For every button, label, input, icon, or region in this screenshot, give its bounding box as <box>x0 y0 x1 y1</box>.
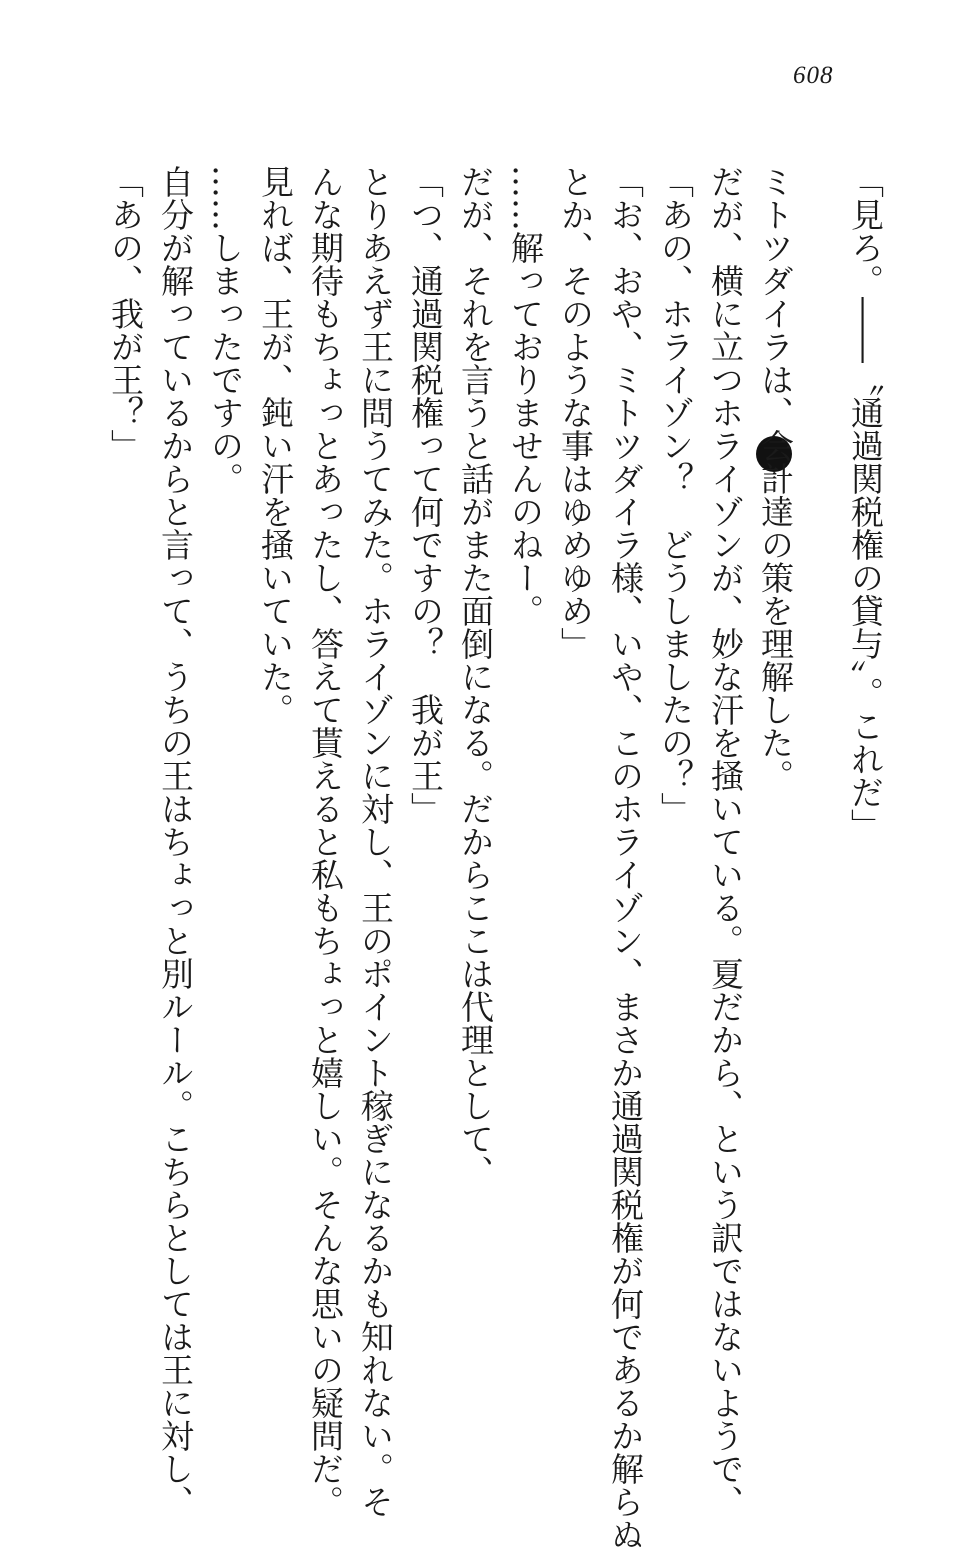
text-line: とか、そのような事はゆめゆめ」 <box>556 165 595 660</box>
text-line: 「あの、我が王？」 <box>106 165 145 462</box>
text-line: 見れば、王が、鈍い汗を掻いていた。 <box>256 165 295 726</box>
page-number: 608 <box>793 62 834 89</box>
text-line: 「あの、ホライゾン？ どうしましたの？」 <box>656 165 695 825</box>
text-line: んな期待もちょっとあったし、答えて貰えると私もちょっと嬉しい。そんな思いの疑問だ。 <box>306 165 345 1518</box>
text-line: ミトツダイラは、会計達の策を理解した。 <box>756 165 795 792</box>
text-line: ……解っておりませんのねー。 <box>506 165 545 627</box>
text-line: ……しまったですの。 <box>206 165 245 495</box>
text-line: 自分が解っているからと言って、うちの王はちょっと別ルール。こちらとしては王に対し、 <box>156 165 195 1518</box>
body-text <box>60 165 890 1551</box>
text-line: だが、横に立つホライゾンが、妙な汗を掻いている。夏だから、という訳ではないようで、 <box>706 165 745 1518</box>
text-line: 「見ろ。――〝通過関税権の貸与〟。これだ」 <box>846 165 885 842</box>
text-line: とりあえず王に問うてみた。ホライゾンに対し、王のポイント稼ぎになるかも知れない。そ <box>356 165 395 1518</box>
text-line: 「お、おや、ミトツダイラ様、いや、このホライゾン、まさか通過関税権が何であるか解らぬ <box>606 165 645 1551</box>
text-line: 「つ、通過関税権って何ですの？ 我が王」 <box>406 165 445 825</box>
text-line: だが、それを言うと話がまた面倒になる。だからここは代理として、 <box>456 165 495 1188</box>
